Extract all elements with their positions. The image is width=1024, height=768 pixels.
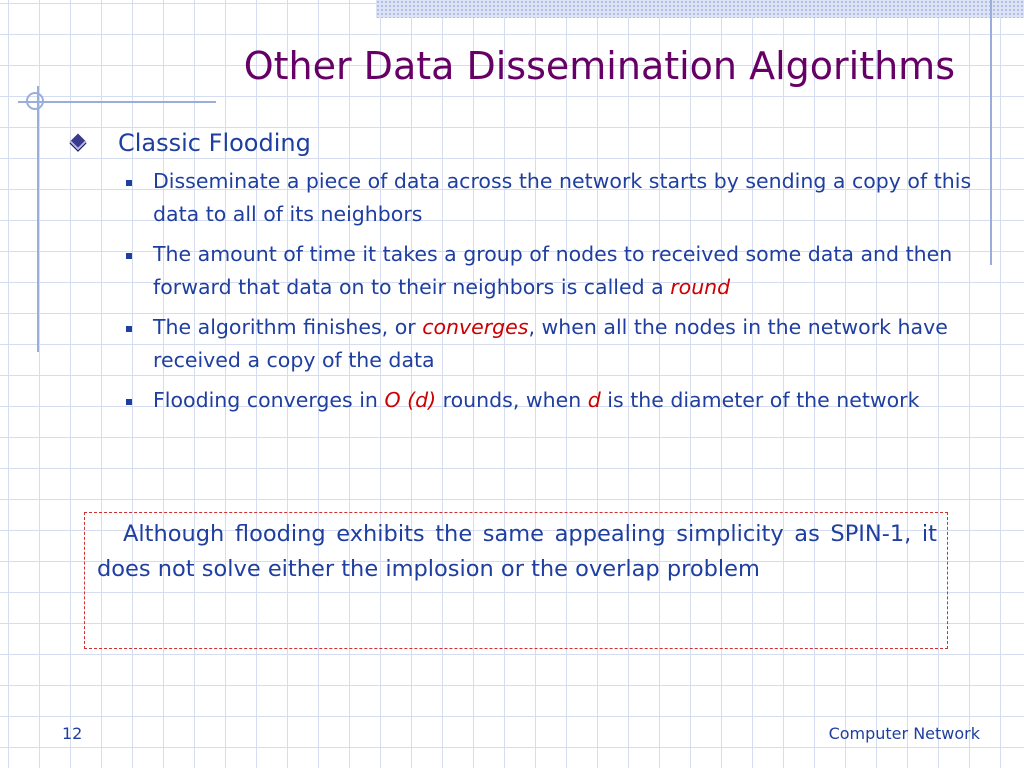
callout-text: Although flooding exhibits the same appealing simplicity as SPIN-1, it does not solve either the implosion or the overlap problem — [97, 521, 937, 582]
emphasis-term: round — [670, 275, 731, 299]
emphasis-term: d — [587, 388, 601, 412]
left-decorative-circle — [26, 92, 44, 110]
heading-text: Classic Flooding — [118, 129, 311, 157]
footer-label: Computer Network — [828, 724, 980, 743]
sub-bullet-text: Flooding converges in — [153, 388, 385, 412]
page-number: 12 — [62, 724, 83, 743]
left-horizontal-decorative-line — [18, 101, 216, 103]
sub-bullet-text: The amount of time it takes a group of nodes to received some data and then forward that data on to their neighbors is called a — [153, 242, 953, 299]
top-decorative-band — [376, 0, 1024, 18]
sub-bullet — [72, 384, 973, 417]
bullet-heading — [72, 124, 982, 162]
slide-title: Other Data Dissemination Algorithms — [243, 44, 955, 88]
sub-bullet-text: rounds, when — [436, 388, 588, 412]
diamond-bullet-icon — [70, 134, 87, 151]
emphasis-term: converges — [422, 315, 529, 339]
sub-bullet — [72, 238, 973, 304]
sub-bullet-text: Disseminate a piece of data across the network starts by sending a copy of this data to all of its neighbors — [153, 169, 972, 226]
square-bullet-icon — [126, 253, 132, 259]
emphasis-term: O (d) — [384, 388, 437, 412]
sub-bullet-text: The algorithm finishes, or — [153, 315, 423, 339]
square-bullet-icon — [126, 180, 132, 186]
square-bullet-icon — [126, 399, 132, 405]
sub-bullet-text: , when all the nodes in the network have received a copy of the data — [153, 315, 948, 372]
sub-bullet — [72, 165, 973, 231]
square-bullet-icon — [126, 326, 132, 332]
sub-bullet-text: is the diameter of the network — [600, 388, 920, 412]
slide-body — [72, 124, 982, 424]
right-decorative-line — [990, 0, 992, 265]
left-vertical-decorative-line — [37, 86, 39, 352]
callout-box — [84, 512, 948, 649]
sub-bullet — [72, 311, 973, 377]
